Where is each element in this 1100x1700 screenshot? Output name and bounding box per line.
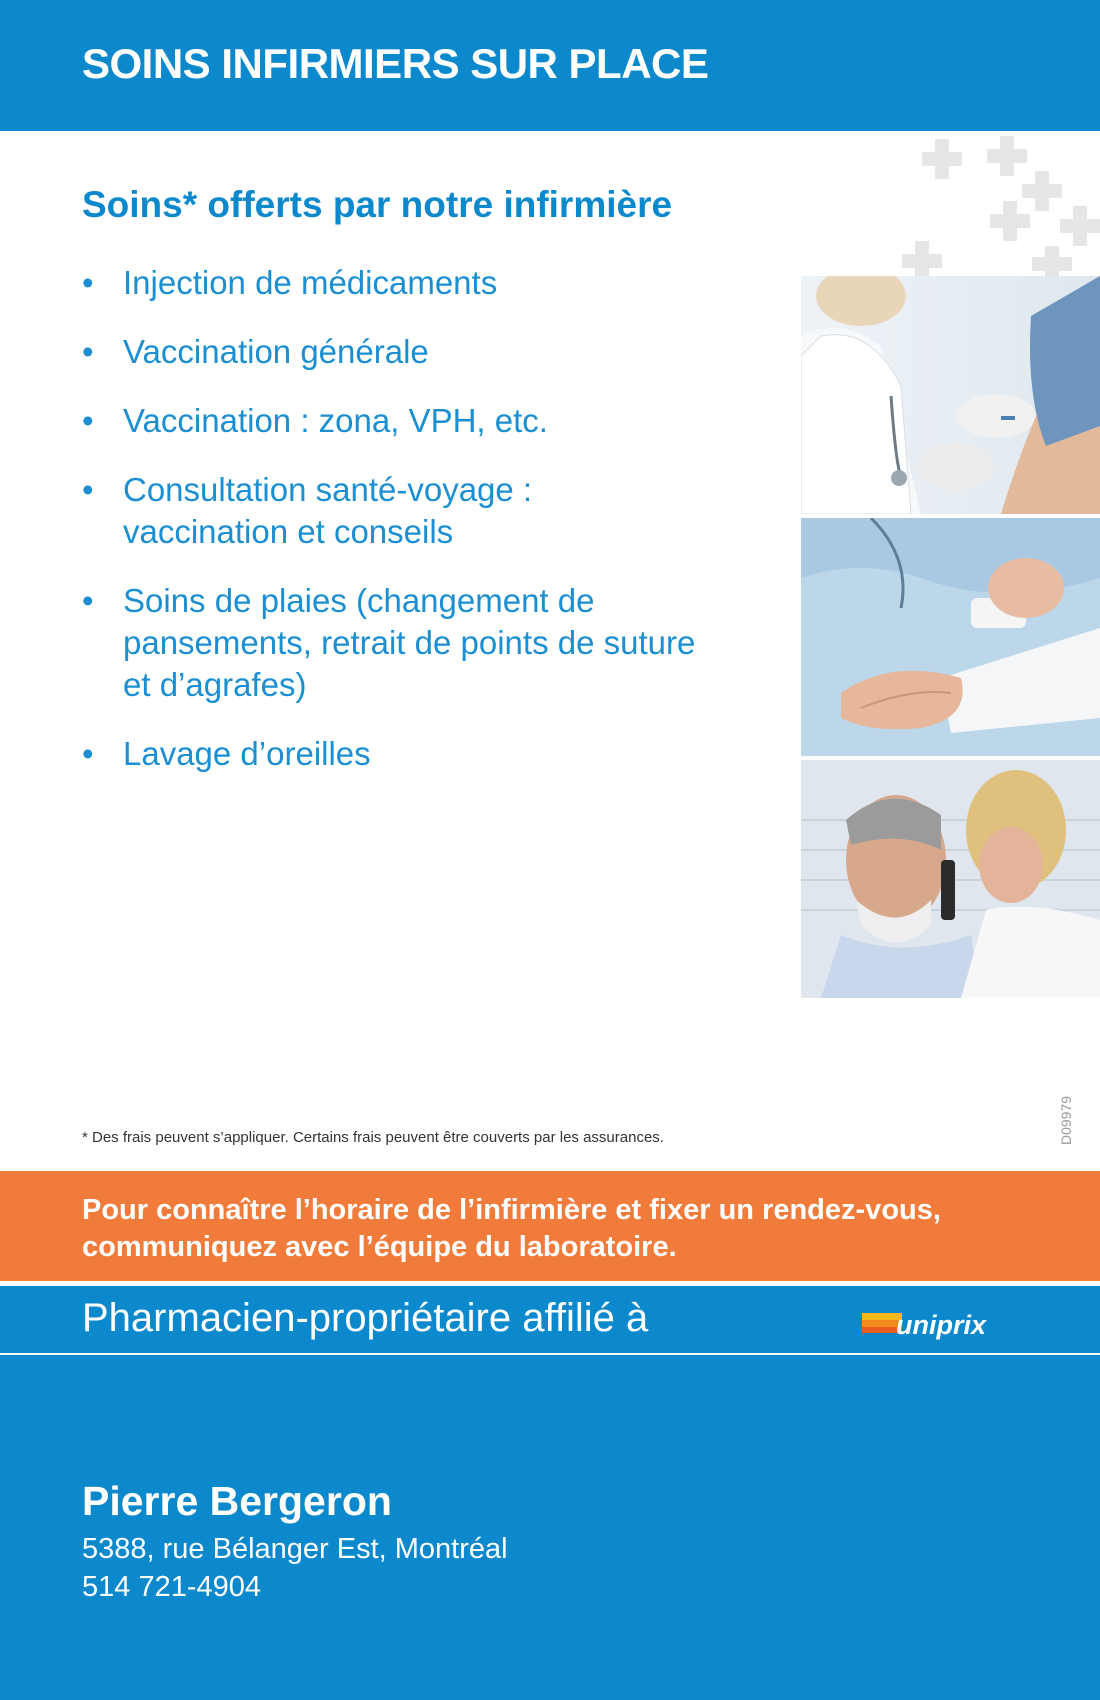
header-banner	[0, 0, 1100, 131]
divider	[0, 1284, 1100, 1286]
injection-photo	[801, 276, 1100, 514]
list-item	[82, 400, 762, 442]
divider	[0, 1353, 1100, 1355]
address: 5388, rue Bélanger Est, Montréal	[82, 1533, 508, 1565]
decorative-crosses	[895, 131, 1100, 276]
list-item	[82, 733, 762, 775]
callout-text: Pour connaître l’horaire de l’infirmière et fixer un rendez-vous, communiquez avec l’équipe du laboratoire.	[82, 1194, 941, 1263]
bullet: •	[82, 735, 94, 772]
list-item	[82, 262, 762, 304]
bandage-photo	[801, 518, 1100, 756]
document-code: D09979	[1058, 1095, 1074, 1145]
service-label: Consultation santé-voyage : vaccination et conseils	[123, 471, 533, 550]
logo-wordmark: uniprix	[896, 1310, 987, 1340]
service-label: Lavage d’oreilles	[123, 735, 371, 772]
service-label: Soins de plaies (changement de pansements, retrait de points de suture et d’agrafes)	[123, 582, 696, 703]
bullet: •	[82, 264, 94, 301]
bullet: •	[82, 333, 94, 370]
phone-number: 514 721-4904	[82, 1571, 261, 1603]
services-list	[82, 262, 762, 802]
bullet: •	[82, 582, 94, 619]
services-heading: Soins* offerts par notre infirmière	[82, 184, 673, 225]
bullet: •	[82, 471, 94, 508]
affiliation-text: Pharmacien-propriétaire affilié à	[82, 1296, 649, 1340]
service-label: Injection de médicaments	[123, 264, 498, 301]
list-item	[82, 331, 762, 373]
page-title: SOINS INFIRMIERS SUR PLACE	[82, 40, 709, 87]
owner-name: Pierre Bergeron	[82, 1478, 392, 1524]
service-label: Vaccination générale	[123, 333, 429, 370]
list-item	[82, 469, 663, 553]
ear-exam-photo	[801, 760, 1100, 998]
list-item	[82, 580, 723, 706]
service-label: Vaccination : zona, VPH, etc.	[123, 402, 548, 439]
uniprix-logo	[860, 1303, 1016, 1347]
footnote: * Des frais peuvent s’appliquer. Certains frais peuvent être couverts par les assurances.	[82, 1129, 664, 1146]
bullet: •	[82, 402, 94, 439]
